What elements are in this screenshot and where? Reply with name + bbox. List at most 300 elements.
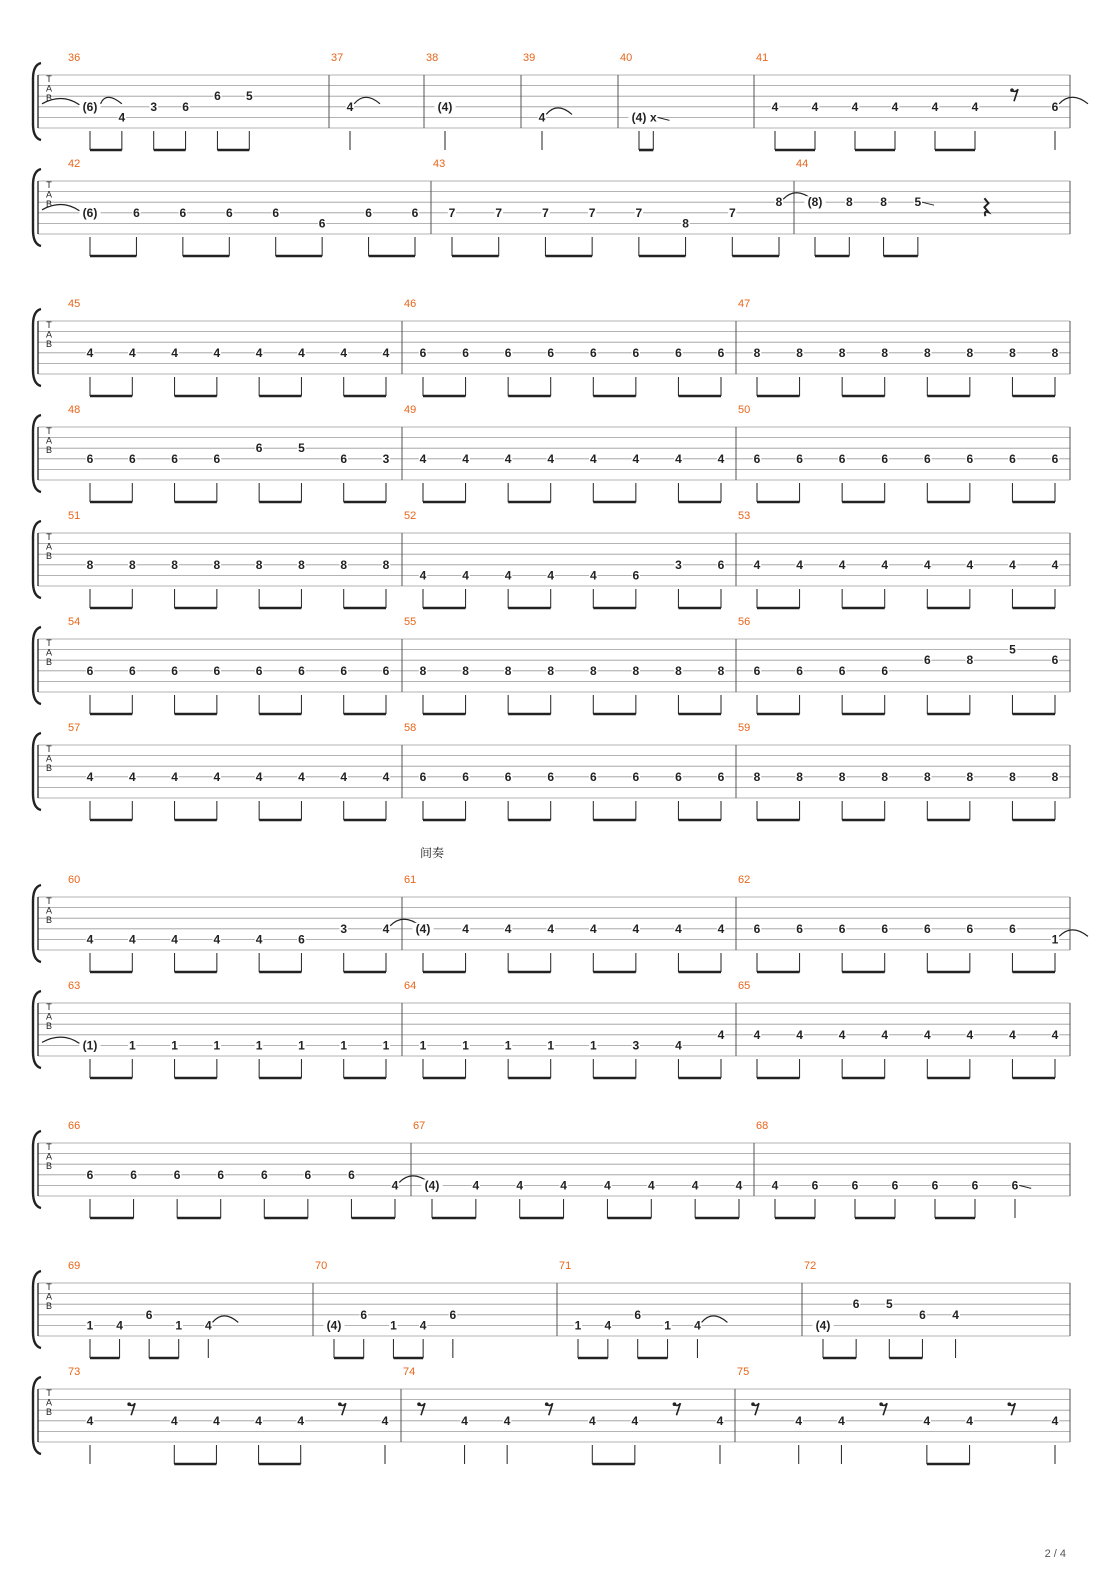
fret-number: 1 [419, 1038, 427, 1053]
fret-number: 1 [171, 1038, 178, 1053]
fret-number: 6 [811, 1178, 819, 1193]
fret-number: 6 [348, 1167, 355, 1182]
fret-number: 4 [213, 1413, 220, 1428]
fret-number: x [649, 110, 657, 125]
fret-number: 6 [411, 205, 419, 220]
tab-system [33, 874, 1088, 972]
system-bracket [33, 1377, 41, 1454]
tab-system [33, 158, 1070, 256]
fret-number: 1 [298, 1038, 305, 1053]
measure [404, 298, 725, 396]
system-bracket [33, 521, 41, 598]
fret-number: 6 [796, 663, 803, 678]
fret-number: 4 [691, 1178, 699, 1193]
page-number: 2 / 4 [1044, 1548, 1066, 1560]
fret-number: 6 [547, 769, 555, 784]
fret-number: 6 [675, 345, 682, 360]
fret-number: 4 [128, 769, 136, 784]
fret-number: 6 [634, 1307, 642, 1322]
fret-number: 4 [589, 568, 597, 583]
tab-system [33, 52, 1088, 150]
fret-number: 4 [171, 769, 178, 784]
measure-number: 43 [433, 158, 446, 170]
tab-clef-letter: T [46, 320, 52, 330]
tab-clef-letter: B [45, 339, 53, 349]
fret-number: 6 [130, 1167, 137, 1182]
measure [315, 1260, 457, 1358]
fret-number: 6 [504, 769, 512, 784]
fret-number: 4 [547, 568, 555, 583]
fret-number: 8 [796, 345, 803, 360]
measure [68, 298, 390, 396]
fret-number: 6 [1011, 1178, 1019, 1193]
slide-mark [1019, 1185, 1031, 1188]
fret-number: 4 [716, 1413, 724, 1428]
fret-number: 4 [952, 1307, 959, 1322]
measure [426, 52, 456, 150]
fret-number: 6 [128, 451, 136, 466]
fret-number: 4 [589, 921, 597, 936]
fret-number: 4 [86, 1413, 94, 1428]
fret-number: 8 [462, 663, 469, 678]
fret-number: 6 [881, 663, 889, 678]
fret-number: (8) [807, 195, 823, 210]
fret-number: 4 [419, 568, 427, 583]
fret-number: 4 [547, 451, 555, 466]
fret-number: 6 [179, 205, 187, 220]
measure-number: 60 [68, 874, 81, 886]
measure [737, 1366, 1059, 1464]
fret-number: 6 [971, 1178, 979, 1193]
fret-number: (1) [82, 1038, 98, 1053]
fret-number: 4 [923, 1413, 931, 1428]
fret-number: 4 [931, 99, 939, 114]
fret-number: 4 [753, 557, 761, 572]
system-bracket [33, 733, 41, 810]
fret-number: 6 [838, 451, 846, 466]
tab-clef-letter: B [45, 657, 53, 667]
measure-number: 57 [68, 722, 81, 734]
slide-mark [657, 117, 669, 120]
measure-number: 59 [738, 722, 751, 734]
fret-number: 1 [128, 1038, 136, 1053]
measure-number: 71 [559, 1260, 572, 1272]
fret-number: 8 [1009, 769, 1016, 784]
tab-clef-letter: T [46, 180, 52, 190]
tab-system [33, 980, 1070, 1078]
measure-number: 56 [738, 616, 751, 628]
fret-number: 8 [923, 345, 931, 360]
fret-number: 6 [717, 769, 725, 784]
fret-number: 4 [472, 1178, 480, 1193]
measure-number: 50 [738, 404, 751, 416]
fret-number: 6 [931, 1178, 939, 1193]
fret-number: 6 [919, 1307, 926, 1322]
fret-number: 6 [213, 451, 221, 466]
fret-number: 1 [255, 1038, 263, 1053]
tab-clef-letter: T [46, 426, 52, 436]
measure-number: 40 [620, 52, 633, 64]
fret-number: 4 [461, 1413, 468, 1428]
fret-number: 4 [588, 1413, 596, 1428]
tab-clef-letter: T [46, 1388, 52, 1398]
measure [68, 404, 390, 502]
tab-clef-letter: A [45, 189, 53, 200]
fret-number: 4 [1009, 557, 1016, 572]
fret-number: 4 [881, 557, 889, 572]
fret-number: 8 [340, 557, 348, 572]
fret-number: 6 [852, 1297, 860, 1312]
fret-number: 8 [796, 769, 803, 784]
measure-number: 45 [68, 298, 81, 310]
fret-number: 8 [632, 663, 640, 678]
system-bracket [33, 415, 41, 492]
fret-number: (4) [415, 921, 431, 936]
eighth-rest-dot [338, 1402, 342, 1406]
fret-number: 3 [340, 921, 348, 936]
fret-number: 6 [340, 451, 348, 466]
fret-number: 6 [851, 1178, 859, 1193]
measure [68, 510, 390, 608]
fret-number: 6 [632, 568, 640, 583]
fret-number: 6 [225, 205, 233, 220]
fret-number: 6 [881, 921, 889, 936]
eighth-rest-dot [879, 1402, 883, 1406]
tie-arc [1059, 97, 1088, 104]
fret-number: 6 [449, 1307, 457, 1322]
measure [404, 980, 725, 1078]
fret-number: 6 [128, 663, 136, 678]
tab-clef-letter: B [45, 551, 53, 561]
measure [559, 1260, 727, 1358]
fret-number: 8 [838, 769, 846, 784]
fret-number: 4 [419, 1318, 427, 1333]
fret-number: 4 [255, 1413, 262, 1428]
fret-number: 6 [547, 345, 555, 360]
fret-number: 6 [462, 345, 469, 360]
measure [404, 616, 725, 714]
measure-number: 70 [315, 1260, 328, 1272]
fret-number: 8 [966, 653, 974, 668]
fret-number: 8 [382, 557, 390, 572]
system-bracket [33, 1271, 41, 1348]
fret-number: 4 [753, 1027, 761, 1042]
measure [756, 52, 1088, 150]
measure [738, 510, 1059, 608]
fret-number: 4 [966, 1413, 973, 1428]
tab-clef-letter: A [45, 1151, 53, 1162]
fret-number: 6 [255, 441, 263, 456]
fret-number: 1 [86, 1318, 94, 1333]
fret-number: 1 [1051, 932, 1059, 947]
fret-number: 4 [675, 921, 682, 936]
fret-number: 4 [382, 769, 390, 784]
fret-number: 4 [86, 769, 94, 784]
fret-number: 4 [771, 99, 779, 114]
fret-number: 4 [213, 769, 221, 784]
fret-number: 4 [382, 921, 390, 936]
fret-number: 4 [297, 1413, 305, 1428]
fret-number: 5 [298, 441, 305, 456]
fret-number: 8 [86, 557, 94, 572]
fret-number: 4 [118, 110, 126, 125]
measure [738, 874, 1088, 972]
fret-number: 4 [255, 769, 263, 784]
fret-number: 4 [694, 1318, 701, 1333]
tab-clef-letter: A [45, 1291, 53, 1302]
fret-number: 6 [753, 451, 761, 466]
fret-number: 4 [1051, 1027, 1059, 1042]
measure-number: 53 [738, 510, 751, 522]
fret-number: (4) [631, 110, 647, 125]
fret-number: 3 [675, 557, 682, 572]
measure-number: 64 [404, 980, 417, 992]
fret-number: 6 [504, 345, 512, 360]
eighth-rest-dot [1010, 88, 1014, 92]
fret-number: 3 [632, 1038, 640, 1053]
tab-clef-letter: B [45, 1301, 53, 1311]
measure-number: 69 [68, 1260, 81, 1272]
tab-clef-letter: A [45, 435, 53, 446]
measure-number: 66 [68, 1120, 81, 1132]
fret-number: 4 [560, 1178, 567, 1193]
fret-number: 6 [298, 663, 305, 678]
tab-clef-letter: T [46, 74, 52, 84]
measure-number: 58 [404, 722, 417, 734]
measure-number: 73 [68, 1366, 81, 1378]
measure [620, 52, 669, 150]
fret-number: 6 [173, 1167, 181, 1182]
measure [404, 722, 725, 820]
fret-number: 4 [86, 345, 94, 360]
fret-number: 8 [213, 557, 221, 572]
fret-number: 8 [589, 663, 597, 678]
fret-number: 4 [504, 451, 512, 466]
fret-number: 4 [170, 1413, 178, 1428]
fret-number: 6 [419, 345, 427, 360]
fret-number: 8 [682, 216, 689, 231]
fret-number: 4 [346, 99, 354, 114]
measure [738, 404, 1059, 502]
fret-number: 4 [796, 1027, 803, 1042]
fret-number: 4 [1051, 557, 1059, 572]
measure-number: 52 [404, 510, 417, 522]
fret-number: (6) [82, 205, 98, 220]
fret-number: 6 [360, 1307, 368, 1322]
measure [331, 52, 380, 150]
tab-clef-letter: A [45, 83, 53, 94]
fret-number: 4 [838, 1413, 845, 1428]
tab-system [33, 616, 1070, 714]
fret-number: 6 [675, 769, 682, 784]
measure-number: 65 [738, 980, 751, 992]
measure-number: 54 [68, 616, 81, 628]
fret-number: 6 [589, 345, 597, 360]
fret-number: 4 [340, 345, 348, 360]
tab-clef-letter: A [45, 329, 53, 340]
fret-number: 1 [574, 1318, 582, 1333]
fret-number: 4 [504, 568, 512, 583]
measure-number: 37 [331, 52, 344, 64]
fret-number: 6 [318, 216, 326, 231]
system-bracket [33, 1131, 41, 1208]
tab-clef-letter: A [45, 541, 53, 552]
fret-number: 8 [504, 663, 512, 678]
fret-number: 4 [851, 99, 859, 114]
fret-number: 4 [503, 1413, 511, 1428]
tab-clef-letter: B [45, 1161, 53, 1171]
fret-number: 6 [881, 451, 889, 466]
measure-number: 62 [738, 874, 751, 886]
tab-system [33, 1260, 1070, 1358]
fret-number: 6 [838, 921, 846, 936]
tab-clef-letter: T [46, 1002, 52, 1012]
fret-number: 6 [796, 451, 803, 466]
tie-arc [101, 97, 122, 104]
fret-number: 4 [631, 1413, 639, 1428]
fret-number: 8 [1009, 345, 1016, 360]
fret-number: 8 [845, 195, 853, 210]
fret-number: 6 [923, 921, 931, 936]
fret-number: 4 [298, 345, 305, 360]
fret-number: 6 [133, 205, 140, 220]
fret-number: 8 [255, 557, 263, 572]
fret-number: 8 [717, 663, 725, 678]
fret-number: 8 [966, 769, 974, 784]
tie-arc [212, 1316, 238, 1323]
fret-number: 4 [891, 99, 899, 114]
fret-number: 4 [966, 1027, 974, 1042]
fret-number: 4 [298, 769, 305, 784]
fret-number: (6) [82, 99, 98, 114]
fret-number: 4 [171, 932, 178, 947]
fret-number: 6 [1051, 653, 1059, 668]
tab-clef-letter: T [46, 1142, 52, 1152]
measure [404, 510, 725, 608]
tab-clef-letter: T [46, 638, 52, 648]
fret-number: (4) [326, 1318, 342, 1333]
fret-number: 8 [1051, 345, 1059, 360]
fret-number: 4 [171, 345, 178, 360]
eighth-rest-dot [127, 1402, 131, 1406]
fret-number: 6 [1051, 451, 1059, 466]
eighth-rest-dot [1007, 1402, 1011, 1406]
fret-number: 4 [604, 1318, 612, 1333]
fret-number: 6 [838, 663, 846, 678]
fret-number: 6 [171, 451, 178, 466]
fret-number: 1 [664, 1318, 671, 1333]
fret-number: 4 [1009, 1027, 1016, 1042]
measure [738, 722, 1059, 820]
fret-number: 7 [635, 205, 643, 220]
measure [523, 52, 572, 150]
fret-number: 4 [881, 1027, 889, 1042]
tab-clef-letter: B [45, 1407, 53, 1417]
fret-number: 1 [504, 1038, 512, 1053]
fret-number: 4 [796, 557, 803, 572]
fret-number: 6 [382, 663, 390, 678]
measure-number: 68 [756, 1120, 769, 1132]
fret-number: 4 [795, 1413, 803, 1428]
fret-number: 4 [771, 1178, 779, 1193]
tab-clef-letter: B [45, 1021, 53, 1031]
tab-system [33, 510, 1070, 608]
fret-number: 6 [255, 663, 263, 678]
measure [68, 616, 390, 714]
fret-number: 4 [717, 451, 725, 466]
fret-number: 4 [213, 932, 221, 947]
fret-number: 4 [735, 1178, 743, 1193]
measure [804, 1260, 960, 1358]
tab-system [33, 722, 1070, 820]
measure [68, 1120, 429, 1218]
tab-clef-letter: A [45, 1011, 53, 1022]
measure [756, 1120, 1031, 1218]
fret-number: 4 [675, 451, 682, 466]
fret-number: 4 [381, 1413, 389, 1428]
fret-number: 4 [647, 1178, 655, 1193]
system-bracket [33, 627, 41, 704]
fret-number: 4 [116, 1318, 123, 1333]
fret-number: 1 [213, 1038, 221, 1053]
tab-system [33, 298, 1070, 396]
fret-number: 6 [272, 205, 280, 220]
fret-number: 4 [340, 769, 348, 784]
fret-number: 8 [128, 557, 136, 572]
tab-system [33, 1120, 1070, 1218]
system-bracket [33, 991, 41, 1068]
fret-number: 4 [923, 557, 931, 572]
fret-number: 4 [923, 1027, 931, 1042]
fret-number: 6 [796, 921, 803, 936]
measure-number: 41 [756, 52, 769, 64]
tie-arc [702, 1316, 728, 1323]
fret-number: 4 [255, 345, 263, 360]
tab-clef-letter: A [45, 647, 53, 658]
fret-number: 7 [542, 205, 549, 220]
section-label: 间奏 [419, 846, 445, 860]
fret-number: 6 [213, 663, 221, 678]
fret-number: 3 [382, 451, 390, 466]
fret-number: 6 [214, 89, 221, 104]
fret-number: 4 [717, 1027, 725, 1042]
fret-number: 8 [1051, 769, 1059, 784]
fret-number: 4 [419, 451, 427, 466]
measure [404, 404, 725, 502]
measure [413, 1120, 743, 1218]
fret-number: 4 [966, 557, 974, 572]
quarter-rest-icon [984, 198, 988, 216]
measure [42, 980, 390, 1078]
fret-number: 6 [1009, 921, 1016, 936]
eighth-rest-dot [545, 1402, 549, 1406]
measure [68, 1366, 389, 1464]
fret-number: 6 [86, 663, 94, 678]
measure-number: 63 [68, 980, 81, 992]
fret-number: 8 [923, 769, 931, 784]
fret-number: 5 [914, 195, 922, 210]
measure [433, 158, 812, 256]
fret-number: 4 [538, 110, 546, 125]
measure-number: 72 [804, 1260, 817, 1272]
measure-number: 42 [68, 158, 81, 170]
fret-number: 4 [675, 1038, 682, 1053]
fret-number: (4) [424, 1178, 440, 1193]
fret-number: 5 [885, 1297, 893, 1312]
measure [68, 1260, 238, 1358]
fret-number: 8 [298, 557, 305, 572]
fret-number: 4 [717, 921, 725, 936]
